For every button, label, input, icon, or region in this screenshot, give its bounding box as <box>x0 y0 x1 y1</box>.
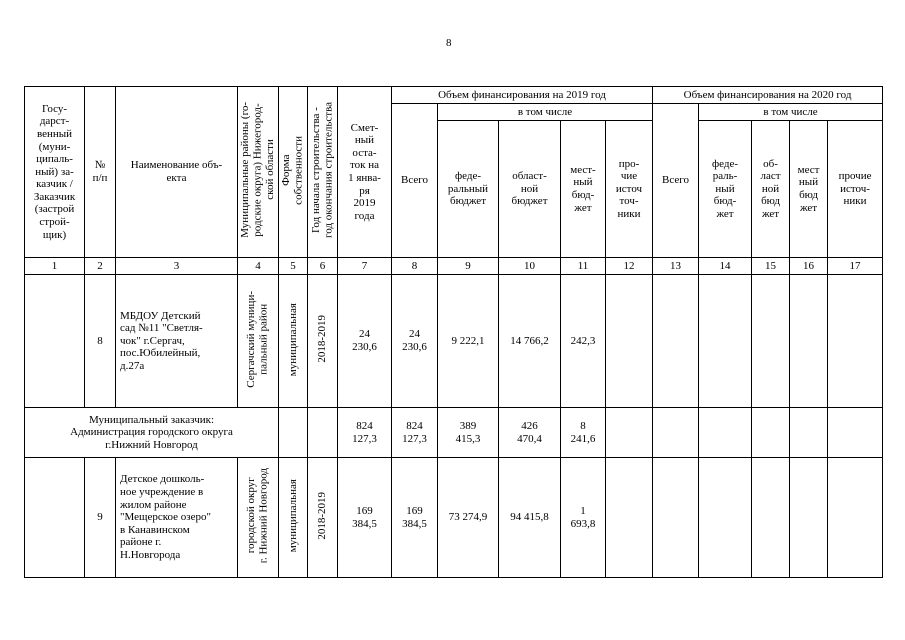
row1-ownership-text: муниципальная <box>286 302 299 376</box>
row1-num: 8 <box>85 275 116 408</box>
subtotal-local: 8 241,6 <box>561 408 606 458</box>
column-number: 12 <box>606 258 653 275</box>
column-number: 6 <box>308 258 338 275</box>
row1-federal-2020 <box>699 275 752 408</box>
row1-regional-2020 <box>752 275 790 408</box>
header-fin-2020: Объем финансирования на 2020 год <box>653 87 883 104</box>
row2-district <box>238 458 279 578</box>
column-number: 13 <box>653 258 699 275</box>
row1-name: МБДОУ Детский сад №11 "Светля- чок" г.Сергач, пос.Юбилейный, д.27а <box>116 275 238 408</box>
column-number: 5 <box>279 258 308 275</box>
header-customer: Госу- дарст- венный (муни- ципаль- ный) за- казчик / Заказчик (застрой строй- щик) <box>25 87 85 258</box>
row2-federal: 73 274,9 <box>438 458 499 578</box>
column-number: 11 <box>561 258 606 275</box>
row2-local-2020 <box>790 458 828 578</box>
header-federal-2019: феде- ральный бюджет <box>438 121 499 258</box>
header-fin-2019: Объем финансирования на 2019 год <box>392 87 653 104</box>
table-row <box>25 458 883 578</box>
row1-district <box>238 275 279 408</box>
row1-years <box>308 275 338 408</box>
row2-years-text: 2018-2019 <box>316 491 329 540</box>
header-years <box>308 87 338 258</box>
row1-other-2020 <box>828 275 883 408</box>
header-other-2020: прочие источ- ники <box>828 121 883 258</box>
header-ownership-text: Форма собственности <box>280 135 305 205</box>
subtotal-other-2020 <box>828 408 883 458</box>
row2-other-2020 <box>828 458 883 578</box>
row1-ownership <box>279 275 308 408</box>
header-regional-2020: об- ласт ной бюд жет <box>752 121 790 258</box>
subtotal-total-2020 <box>653 408 699 458</box>
financing-table <box>24 86 883 578</box>
table-row <box>25 408 883 458</box>
header-name: Наименование объ- екта <box>116 87 238 258</box>
header-district-text: Муниципальные районы (го- родские округа) Нижегород- ской области <box>239 102 277 239</box>
header-estimate: Смет- ный оста- ток на 1 янва- ря 2019 года <box>338 87 392 258</box>
subtotal-estimate: 824 127,3 <box>338 408 392 458</box>
subtotal-total: 824 127,3 <box>392 408 438 458</box>
row1-federal: 9 222,1 <box>438 275 499 408</box>
row2-ownership-text: муниципальная <box>286 479 299 553</box>
column-number: 2 <box>85 258 116 275</box>
subtotal-other <box>606 408 653 458</box>
subtotal-regional-2020 <box>752 408 790 458</box>
row1-district-text: Сергачский муници- пальный район <box>245 290 270 388</box>
subtotal-federal-2020 <box>699 408 752 458</box>
row2-num: 9 <box>85 458 116 578</box>
row1-local-2020 <box>790 275 828 408</box>
subtotal-regional: 426 470,4 <box>499 408 561 458</box>
row1-estimate: 24 230,6 <box>338 275 392 408</box>
column-number: 17 <box>828 258 883 275</box>
subtotal-local-2020 <box>790 408 828 458</box>
column-number: 3 <box>116 258 238 275</box>
row2-other <box>606 458 653 578</box>
table-row <box>25 275 883 408</box>
header-incl-2019: в том числе <box>438 104 653 121</box>
page-number: 8 <box>446 37 452 49</box>
header-num: № п/п <box>85 87 116 258</box>
header-regional-2019: област- ной бюджет <box>499 121 561 258</box>
row1-other <box>606 275 653 408</box>
column-number: 8 <box>392 258 438 275</box>
row2-regional-2020 <box>752 458 790 578</box>
row2-total-2020 <box>653 458 699 578</box>
subtotal-label: Муниципальный заказчик: Администрация городского округа г.Нижний Новгород <box>25 408 279 458</box>
header-ownership <box>279 87 308 258</box>
row1-local: 242,3 <box>561 275 606 408</box>
header-total-2019: Всего <box>392 104 438 258</box>
header-district <box>238 87 279 258</box>
row1-total-2020 <box>653 275 699 408</box>
row1-years-text: 2018-2019 <box>316 315 329 364</box>
column-number: 7 <box>338 258 392 275</box>
row2-local: 1 693,8 <box>561 458 606 578</box>
header-years-text: Год начала строительства - год окончания строительства <box>309 102 335 239</box>
header-federal-2020: феде- раль- ный бюд- жет <box>699 121 752 258</box>
column-number: 4 <box>238 258 279 275</box>
row2-federal-2020 <box>699 458 752 578</box>
row2-ownership <box>279 458 308 578</box>
row2-total: 169 384,5 <box>392 458 438 578</box>
row2-name: Детское дошколь- ное учреждение в жилом районе "Мещерское озеро" в Канавинском районе г. Н.Новгорода <box>116 458 238 578</box>
header-local-2019: мест- ный бюд- жет <box>561 121 606 258</box>
header-incl-2020: в том числе <box>699 104 883 121</box>
subtotal-federal: 389 415,3 <box>438 408 499 458</box>
column-number: 16 <box>790 258 828 275</box>
column-number: 9 <box>438 258 499 275</box>
header-other-2019: про- чие источ точ- ники <box>606 121 653 258</box>
row1-total: 24 230,6 <box>392 275 438 408</box>
column-number: 15 <box>752 258 790 275</box>
column-number: 14 <box>699 258 752 275</box>
header-local-2020: мест ный бюд жет <box>790 121 828 258</box>
row2-regional: 94 415,8 <box>499 458 561 578</box>
column-number: 1 <box>25 258 85 275</box>
row2-customer <box>25 458 85 578</box>
row1-customer <box>25 275 85 408</box>
header-total-2020: Всего <box>653 104 699 258</box>
row2-estimate: 169 384,5 <box>338 458 392 578</box>
row1-regional: 14 766,2 <box>499 275 561 408</box>
column-number: 10 <box>499 258 561 275</box>
subtotal-years <box>308 408 338 458</box>
row2-years <box>308 458 338 578</box>
row2-district-text: городской округ г. Нижний Новгород <box>245 468 270 564</box>
subtotal-ownership <box>279 408 308 458</box>
